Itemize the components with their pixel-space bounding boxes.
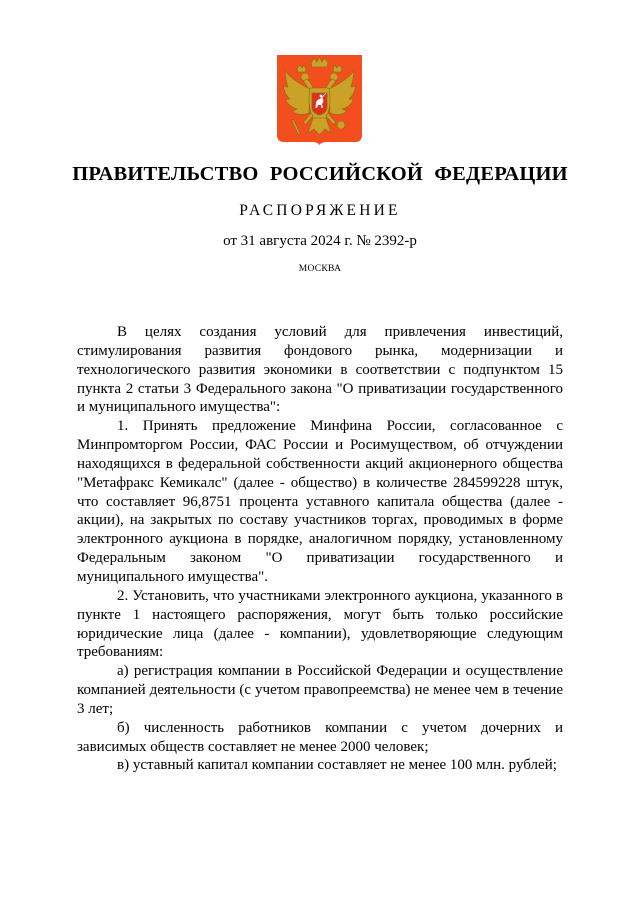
requirement-a-paragraph: а) регистрация компании в Российской Федерации и осуществление компанией деятельности (с учетом правопреемства) не менее чем в течение 3 лет; bbox=[77, 663, 563, 717]
document-body bbox=[77, 323, 563, 775]
document-type: РАСПОРЯЖЕНИЕ bbox=[239, 202, 401, 219]
document-city: МОСКВА bbox=[298, 264, 342, 274]
clause-2-paragraph: 2. Установить, что участниками электронного аукциона, указанного в пункте 1 настоящего распоряжения, могут быть только российские юридические лица (далее - компании), удовлетворяющие следующим требованиям: bbox=[77, 587, 563, 661]
requirement-b-paragraph: б) численность работников компании с учетом дочерних и зависимых обществ составляет не менее 2000 человек; bbox=[77, 719, 563, 755]
government-title: ПРАВИТЕЛЬСТВО РОССИЙСКОЙ ФЕДЕРАЦИИ bbox=[72, 163, 568, 185]
coat-of-arms-icon bbox=[277, 55, 362, 145]
document-date-number: от 31 августа 2024 г. № 2392-р bbox=[223, 233, 417, 249]
preamble-paragraph: В целях создания условий для привлечения инвестиций, стимулирования развития фондового рынка, модернизации и технологического развития экономики в соответствии с подпунктом 15 пункта 2 статьи 3 Федерального закона "О приватизации государственного и муниципального имущества": bbox=[77, 324, 563, 416]
requirement-c-paragraph: в) уставный капитал компании составляет не менее 100 млн. рублей; bbox=[117, 757, 557, 774]
clause-1-paragraph: 1. Принять предложение Минфина России, согласованное с Минпромторгом России, ФАС России и Росимуществом, об отчуждении находящихся в федеральной собственности акций акционерного общества "Метафракс Кемикалс" (далее - общество) в количестве 284599228 штук, что составляет 96,8751 процента уставного капитала общества (далее - акции), на закрытых по составу участников торгах, проводимых в форме электронного аукциона в порядке, аналогичном порядку, установленному Федеральным законом "О приватизации государственного и муниципального имущества". bbox=[77, 418, 563, 585]
